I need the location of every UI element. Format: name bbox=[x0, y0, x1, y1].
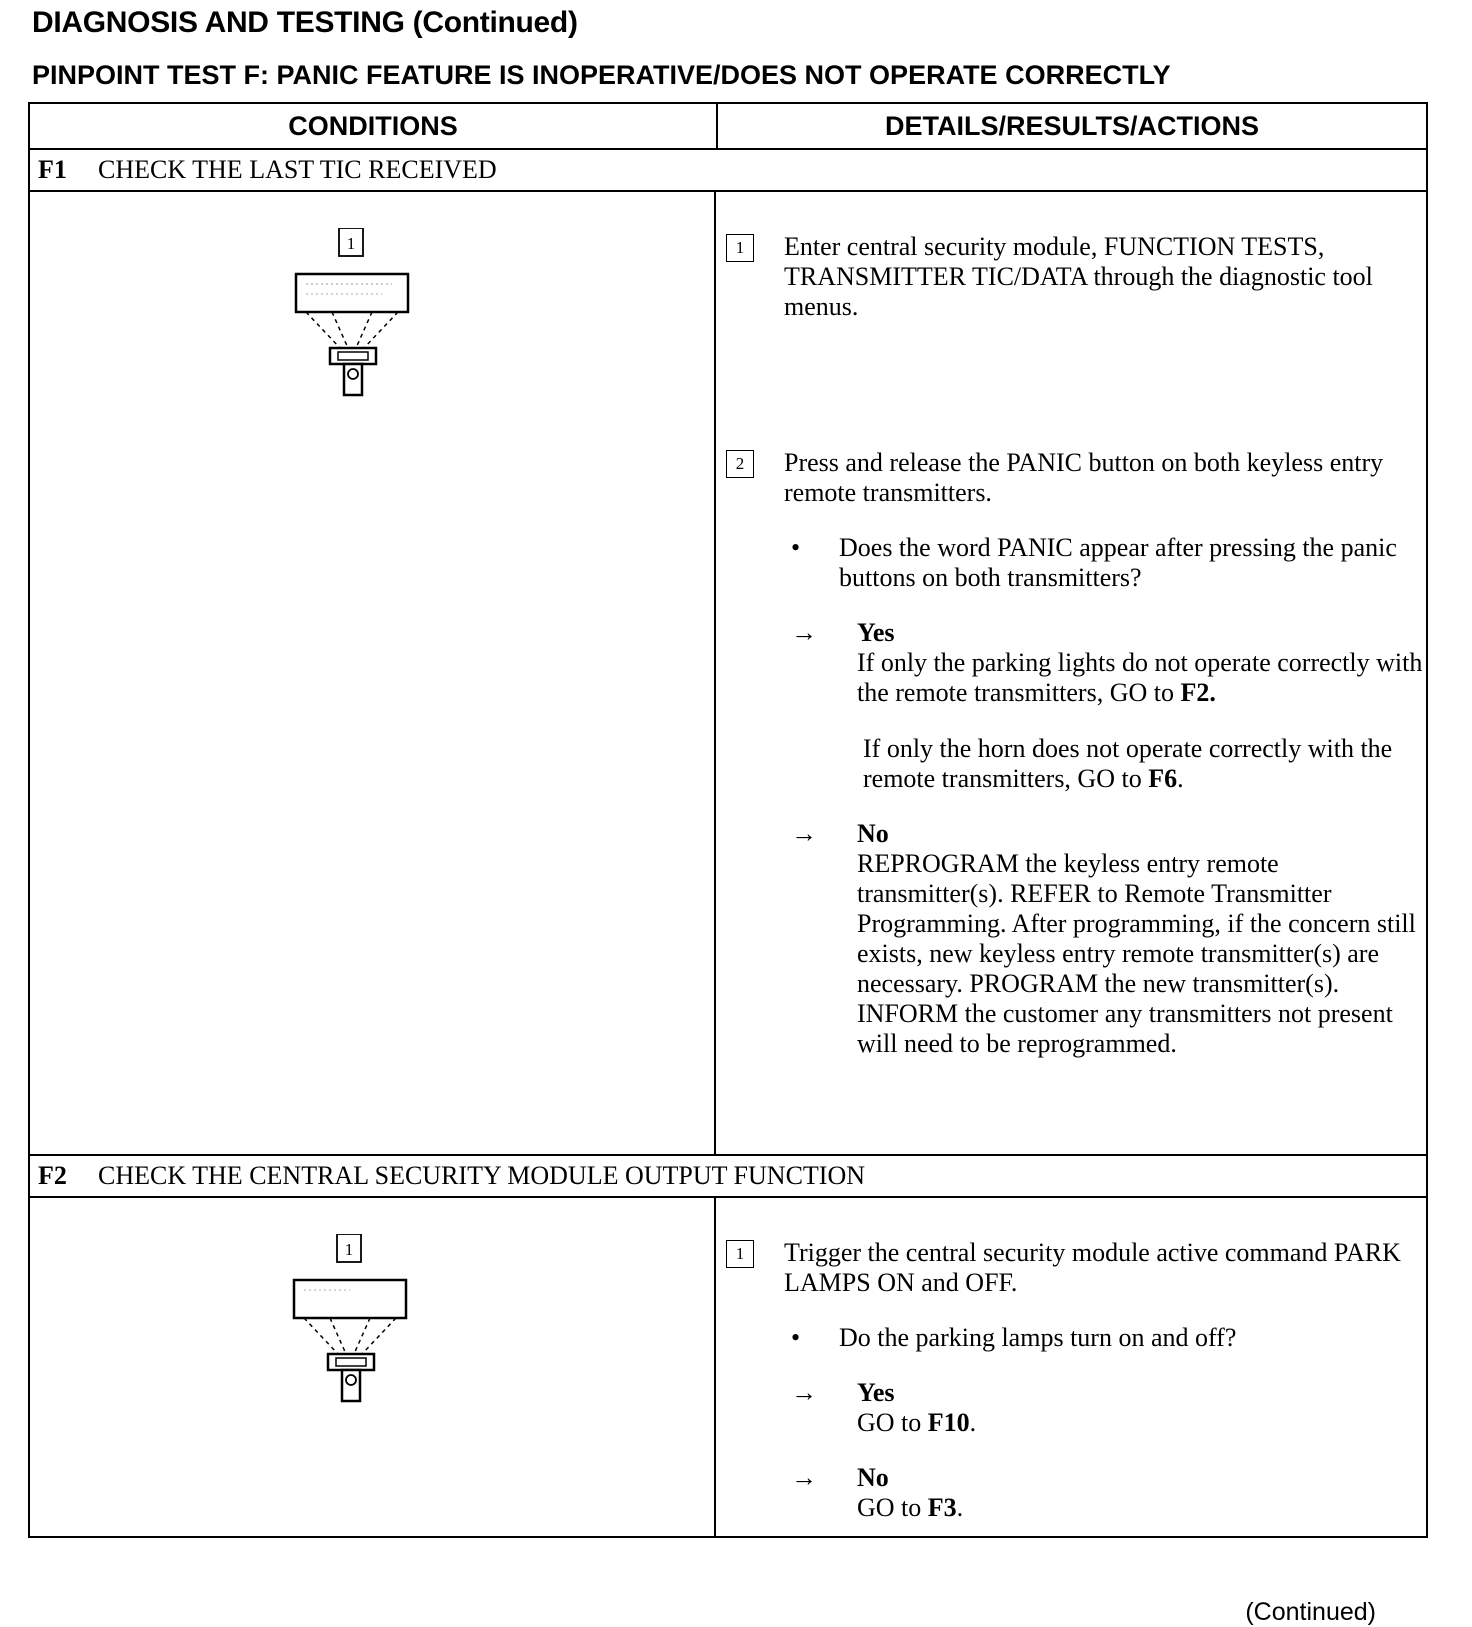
step-reference: F3 bbox=[927, 1493, 957, 1522]
step-id: F2 bbox=[38, 1161, 67, 1190]
result-label: Yes bbox=[857, 1378, 895, 1407]
details-column-header: DETAILS/RESULTS/ACTIONS bbox=[884, 110, 1259, 141]
result-label: Yes bbox=[857, 618, 895, 647]
result-label: No bbox=[857, 1463, 889, 1492]
conditions-column-header: CONDITIONS bbox=[30, 104, 718, 148]
question-text: Do the parking lamps turn on and off? bbox=[839, 1323, 1237, 1352]
action-item bbox=[726, 232, 1426, 322]
action-number: 2 bbox=[726, 450, 754, 478]
conditions-cell bbox=[30, 1198, 716, 1536]
action-text: Press and release the PANIC button on both keyless entry remote transmitters. bbox=[784, 448, 1384, 507]
pinpoint-test-title: PINPOINT TEST F: PANIC FEATURE IS INOPERATIVE/DOES NOT OPERATE CORRECTLY bbox=[32, 60, 1171, 90]
procedure-table bbox=[28, 102, 1428, 1538]
step-reference: F2 bbox=[1180, 678, 1210, 707]
action-number: 1 bbox=[726, 234, 754, 262]
arrow-right-icon: → bbox=[791, 1378, 817, 1407]
step-body-f1 bbox=[30, 192, 1426, 1156]
diagnostic-tool-figure bbox=[290, 1234, 410, 1409]
step-reference: F6 bbox=[1148, 764, 1178, 793]
step-title-f2 bbox=[30, 1156, 1426, 1198]
result-label: No bbox=[857, 819, 889, 848]
diagnostic-tool-icon bbox=[290, 1234, 410, 1404]
action-number: 1 bbox=[726, 1240, 754, 1268]
page-header: DIAGNOSIS AND TESTING (Continued) bbox=[32, 6, 578, 39]
action-text: Trigger the central security module active command PARK LAMPS ON and OFF. bbox=[784, 1238, 1401, 1297]
step-title-text: CHECK THE LAST TIC RECEIVED bbox=[98, 155, 497, 184]
bullet-icon: • bbox=[791, 533, 801, 562]
result-no bbox=[791, 819, 1426, 1059]
conditions-cell bbox=[30, 192, 716, 1154]
step-title-text: CHECK THE CENTRAL SECURITY MODULE OUTPUT FUNCTION bbox=[98, 1161, 865, 1190]
arrow-right-icon: → bbox=[791, 819, 817, 848]
result-text: If only the horn does not operate correctly with the remote transmitters, GO to F6. bbox=[863, 734, 1393, 793]
details-cell bbox=[716, 1198, 1426, 1536]
question bbox=[791, 533, 1426, 593]
result-yes bbox=[791, 1378, 1426, 1438]
action-item bbox=[726, 1238, 1426, 1298]
question-text: Does the word PANIC appear after pressing the panic buttons on both transmitters? bbox=[839, 533, 1397, 592]
details-cell bbox=[716, 192, 1426, 1154]
arrow-right-icon: → bbox=[791, 1463, 817, 1492]
result-text: GO to F3. bbox=[857, 1493, 964, 1522]
continued-footer: (Continued) bbox=[1245, 1598, 1376, 1626]
action-item bbox=[726, 448, 1426, 508]
figure-callout-number: 1 bbox=[344, 1240, 354, 1259]
action-text: Enter central security module, FUNCTION TESTS, TRANSMITTER TIC/DATA through the diagnostic tool menus. bbox=[784, 232, 1373, 321]
result-text: If only the parking lights do not operate correctly with the remote transmitters, GO to F2. bbox=[857, 648, 1423, 707]
result-yes bbox=[791, 618, 1426, 794]
result-no bbox=[791, 1463, 1426, 1523]
result-text: REPROGRAM the keyless entry remote transmitter(s). REFER to Remote Transmitter Programming. After programming, if the concern still exists, new keyless entry remote transmitter(s) are necessary. PROGRAM the new transmitter(s). INFORM the customer any transmitters not present will need to be reprogrammed. bbox=[857, 849, 1416, 1058]
arrow-right-icon: → bbox=[791, 618, 817, 647]
step-body-f2 bbox=[30, 1198, 1426, 1536]
step-title-f1 bbox=[30, 150, 1426, 192]
figure-callout-number: 1 bbox=[346, 234, 356, 253]
diagnostic-tool-icon bbox=[292, 228, 412, 398]
question bbox=[791, 1323, 1426, 1353]
result-text: GO to F10. bbox=[857, 1408, 977, 1437]
step-id: F1 bbox=[38, 155, 67, 184]
step-reference: F10 bbox=[927, 1408, 970, 1437]
bullet-icon: • bbox=[791, 1323, 801, 1352]
table-header-row bbox=[30, 104, 1426, 150]
diagnostic-tool-figure bbox=[292, 228, 412, 403]
